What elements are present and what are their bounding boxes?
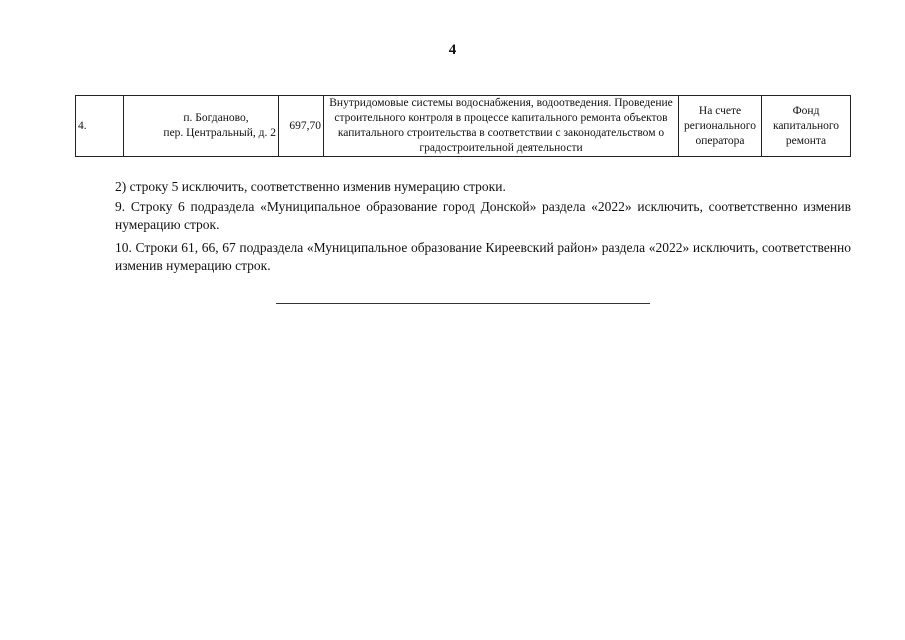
- sum-cell: 697,70: [279, 96, 324, 157]
- work-description-cell: Внутридомовые системы водоснабжения, водоотведения. Проведение строительного контроля в процессе капитального ремонта объектов капитального строительства в соответствии с законодательством о градостроительной деятельности: [324, 96, 679, 157]
- account-cell: На счете регионального оператора: [679, 96, 762, 157]
- table-row: [76, 96, 851, 157]
- paragraph-text: 2) строку 5 исключить, соответственно изменив нумерацию строки.: [115, 179, 506, 194]
- address-line-2: пер. Центральный, д. 2: [163, 127, 276, 139]
- paragraph-item-2: [75, 178, 851, 196]
- paragraph-item-9: [75, 198, 851, 234]
- amendment-table: [75, 95, 851, 157]
- address-cell: [124, 96, 279, 157]
- page-number: 4: [448, 42, 457, 58]
- address-line-1: п. Богданово,: [183, 112, 249, 124]
- separator-line: [276, 303, 650, 304]
- funding-source-cell: Фонд капитального ремонта: [762, 96, 851, 157]
- paragraph-text: 9. Строку 6 подраздела «Муниципальное образование город Донской» раздела «2022» исключить, соответственно изменив нумерацию строк.: [115, 199, 851, 232]
- row-number-cell: 4.: [76, 96, 124, 157]
- paragraph-text: 10. Строки 61, 66, 67 подраздела «Муниципальное образование Киреевский район» раздела «2022» исключить, соответственно изменив нумерацию строк.: [115, 240, 851, 273]
- paragraph-item-10: [75, 239, 851, 275]
